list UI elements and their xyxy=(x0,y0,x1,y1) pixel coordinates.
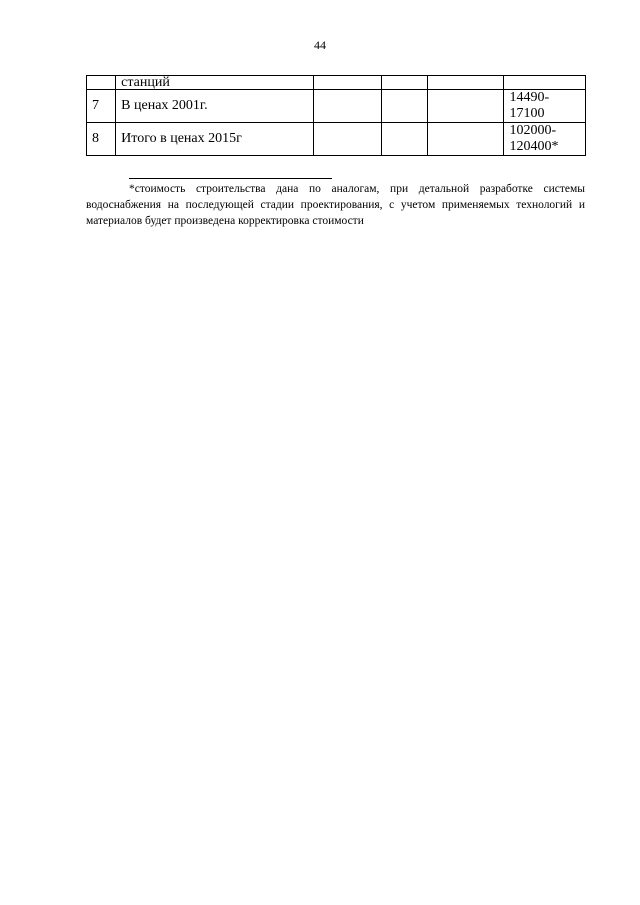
empty-cell xyxy=(381,76,427,90)
page-number: 44 xyxy=(314,38,326,52)
empty-cell xyxy=(428,76,504,90)
row-name-cell: В ценах 2001г. xyxy=(116,90,314,123)
row-value-cell xyxy=(504,90,586,123)
empty-cell xyxy=(428,123,504,156)
value-line: 14490- xyxy=(509,90,550,105)
value-line: 120400* xyxy=(509,139,559,154)
row-value-cell xyxy=(504,76,586,90)
value-line: 102000- xyxy=(509,123,557,138)
table-row xyxy=(87,123,586,156)
empty-cell xyxy=(314,90,381,123)
empty-cell xyxy=(381,90,427,123)
empty-cell xyxy=(428,90,504,123)
empty-cell xyxy=(314,76,381,90)
row-name-cell: Итого в ценах 2015г xyxy=(116,123,314,156)
row-number-cell: 7 xyxy=(87,90,116,123)
empty-cell xyxy=(381,123,427,156)
row-value-cell xyxy=(504,123,586,156)
row-number-cell xyxy=(87,76,116,90)
footnote-text: *стоимость строительства дана по аналогам, при детальной разработке системы водоснабжения на последующей стадии проектирования, с учетом применяемых технологий и материалов будет произведена корректировка стоимости xyxy=(86,183,585,227)
value-line: 17100 xyxy=(509,106,545,121)
row-name-cell: станций xyxy=(116,76,314,90)
row-number-cell: 8 xyxy=(87,123,116,156)
cost-table xyxy=(86,75,586,156)
footnote-separator xyxy=(129,178,332,179)
empty-cell xyxy=(314,123,381,156)
table-row xyxy=(87,90,586,123)
table-row xyxy=(87,76,586,90)
